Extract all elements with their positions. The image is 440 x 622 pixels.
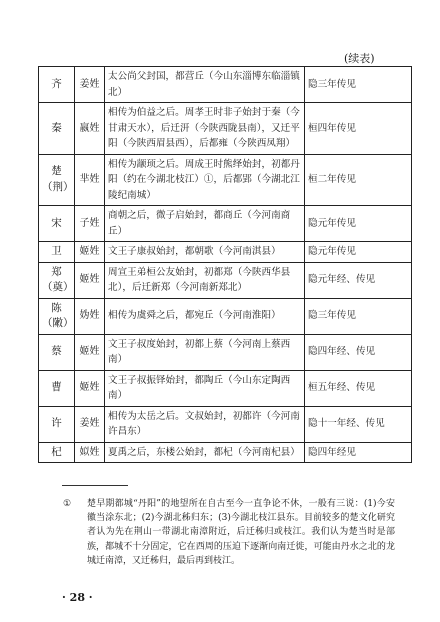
state-cell: 陈（敶） — [39, 298, 75, 334]
table-row — [39, 67, 412, 103]
footnote — [63, 497, 395, 568]
surname-cell: 姬姓 — [75, 262, 105, 298]
description-cell: 夏禹之后，东楼公始封，都杞（今河南杞县） — [105, 442, 305, 463]
notes-cell: 隐四年经、传见 — [305, 334, 412, 370]
states-table-body — [39, 67, 412, 463]
states-table — [38, 66, 412, 463]
surname-cell: 姒姓 — [75, 442, 105, 463]
description-cell: 相传为颛顼之后。周成王时熊绎始封，初都丹阳（约在今湖北枝江）①，后都郢（今湖北江陵纪南城） — [105, 154, 305, 206]
table-row — [39, 370, 412, 406]
notes-cell: 隐元年经、传见 — [305, 262, 412, 298]
surname-cell: 芈姓 — [75, 154, 105, 206]
state-cell: 卫 — [39, 242, 75, 263]
surname-cell: 姬姓 — [75, 334, 105, 370]
description-cell: 文王子康叔始封，都朝歌（今河南淇县） — [105, 242, 305, 263]
surname-cell: 姬姓 — [75, 370, 105, 406]
continued-label: (续表) — [344, 52, 375, 65]
notes-cell: 隐元年传见 — [305, 242, 412, 263]
description-cell: 相传为太岳之后。文叔始封，初都许（今河南许昌东） — [105, 406, 305, 442]
state-cell: 郑（奠） — [39, 262, 75, 298]
state-cell: 齐 — [39, 67, 75, 103]
state-cell: 蔡 — [39, 334, 75, 370]
description-cell: 文王子叔振铎始封，都陶丘（今山东定陶西南） — [105, 370, 305, 406]
footnote-marker: ① — [63, 499, 72, 509]
notes-cell: 隐三年传见 — [305, 67, 412, 103]
notes-cell: 隐十一年经、传见 — [305, 406, 412, 442]
surname-cell: 妫姓 — [75, 298, 105, 334]
notes-cell: 隐三年传见 — [305, 298, 412, 334]
description-cell: 周宣王弟桓公友始封，初都郑（今陕西华县北），后迁新郑（今河南新郑北） — [105, 262, 305, 298]
surname-cell: 嬴姓 — [75, 103, 105, 155]
notes-cell: 桓二年传见 — [305, 154, 412, 206]
table-row — [39, 103, 412, 155]
state-cell: 宋 — [39, 206, 75, 242]
state-cell: 杞 — [39, 442, 75, 463]
table-row — [39, 442, 412, 463]
table-row — [39, 406, 412, 442]
notes-cell: 隐元年传见 — [305, 206, 412, 242]
state-cell: 许 — [39, 406, 75, 442]
page-number: · 28 · — [62, 591, 93, 604]
footnote-text: 楚早期都城“丹阳”的地望所在自古至今一直争论不休，一般有三说：(1)今安徽当涂东北；(2)今湖北秭归东；(3)今湖北枝江县东。目前较多的楚文化研究者认为先在荆山一带湖北南漳附近，后迁秭归或枝江。我们认为楚当时是部族，都城不十分固定，它在西周的压迫下逐渐向南迁徙，可能由丹水之北的龙城迁南漳，又迁秭归，最后再到枝江。 — [87, 499, 395, 566]
state-cell: 楚（荆） — [39, 154, 75, 206]
table-row — [39, 206, 412, 242]
surname-cell: 姜姓 — [75, 406, 105, 442]
surname-cell: 子姓 — [75, 206, 105, 242]
notes-cell: 桓四年传见 — [305, 103, 412, 155]
description-cell: 相传为虞舜之后，都宛丘（今河南淮阳） — [105, 298, 305, 334]
table-row — [39, 334, 412, 370]
notes-cell: 隐四年经见 — [305, 442, 412, 463]
notes-cell: 桓五年经、传见 — [305, 370, 412, 406]
state-cell: 秦 — [39, 103, 75, 155]
table-row — [39, 242, 412, 263]
surname-cell: 姬姓 — [75, 242, 105, 263]
table-row — [39, 262, 412, 298]
description-cell: 商朝之后，微子启始封，都商丘（今河南商丘） — [105, 206, 305, 242]
description-cell: 太公尚父封国，都营丘（今山东淄博东临淄镇北） — [105, 67, 305, 103]
table-row — [39, 154, 412, 206]
description-cell: 文王子叔度始封，初都上蔡（今河南上蔡西南） — [105, 334, 305, 370]
surname-cell: 姜姓 — [75, 67, 105, 103]
footnote-divider — [62, 485, 128, 486]
table-row — [39, 298, 412, 334]
state-cell: 曹 — [39, 370, 75, 406]
description-cell: 相传为伯益之后。周孝王时非子始封于秦（今甘肃天水），后迁汧（今陕西陇县南），又迁平阳（今陕西眉县西），后都雍（今陕西凤翔） — [105, 103, 305, 155]
